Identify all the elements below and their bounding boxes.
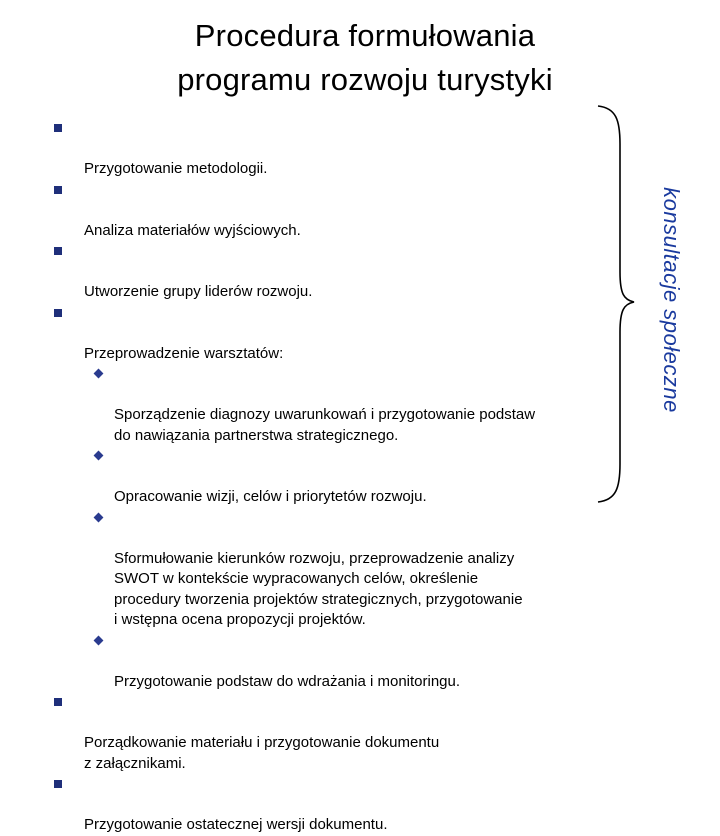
square-bullet-icon — [54, 247, 62, 255]
square-bullet-icon — [54, 186, 62, 194]
procedure-list — [52, 118, 592, 836]
diamond-bullet-icon — [94, 635, 104, 645]
list-item — [52, 118, 592, 180]
sub-list-item-text: Sporządzenie diagnozy uwarunkowań i przygotowanie podstaw do nawiązania partnerstwa strategicznego. — [114, 406, 536, 444]
diamond-bullet-icon — [94, 451, 104, 461]
slide-title — [0, 14, 720, 102]
slide-title-line-2: programu rozwoju turystyki — [177, 62, 553, 97]
square-bullet-icon — [54, 780, 62, 788]
list-item-text: Przygotowanie metodologii. — [84, 160, 268, 177]
list-item-text: Porządkowanie materiału i przygotowanie dokumentu z załącznikami. — [84, 734, 440, 772]
brace-path — [598, 106, 634, 502]
sub-list-item — [52, 364, 592, 446]
square-bullet-icon — [54, 698, 62, 706]
sub-list-item-text: Przygotowanie podstaw do wdrażania i monitoringu. — [114, 672, 461, 690]
sub-list-item-text: Sformułowanie kierunków rozwoju, przeprowadzenie analizy SWOT w kontekście wypracowanych celów, określenie procedury tworzenia projektów strategicznych, przygotowanie i wstępna ocena propozycji projektów. — [114, 549, 523, 628]
list-item-text: Przygotowanie ostatecznej wersji dokumentu. — [84, 816, 388, 833]
diamond-bullet-icon — [94, 512, 104, 522]
sub-list-item-text: Opracowanie wizji, celów i priorytetów rozwoju. — [114, 488, 427, 505]
sub-list-item — [52, 446, 592, 508]
side-label-text: konsultacje społeczne — [659, 187, 684, 413]
list-item — [52, 774, 592, 836]
slide-title-line-1: Procedura formułowania — [194, 18, 536, 53]
diamond-bullet-icon — [94, 369, 104, 379]
list-item-text: Utworzenie grupy liderów rozwoju. — [84, 283, 313, 300]
list-item-text: Przeprowadzenie warsztatów: — [84, 344, 284, 362]
list-item — [52, 180, 592, 242]
list-item-text: Analiza materiałów wyjściowych. — [84, 221, 301, 239]
square-bullet-icon — [54, 124, 62, 132]
list-item — [52, 692, 592, 774]
sub-list-item — [52, 508, 592, 631]
sub-list-item — [52, 631, 592, 693]
list-item — [52, 241, 592, 303]
side-label — [654, 160, 688, 440]
curly-brace-icon — [596, 104, 636, 504]
square-bullet-icon — [54, 309, 62, 317]
list-item — [52, 303, 592, 365]
